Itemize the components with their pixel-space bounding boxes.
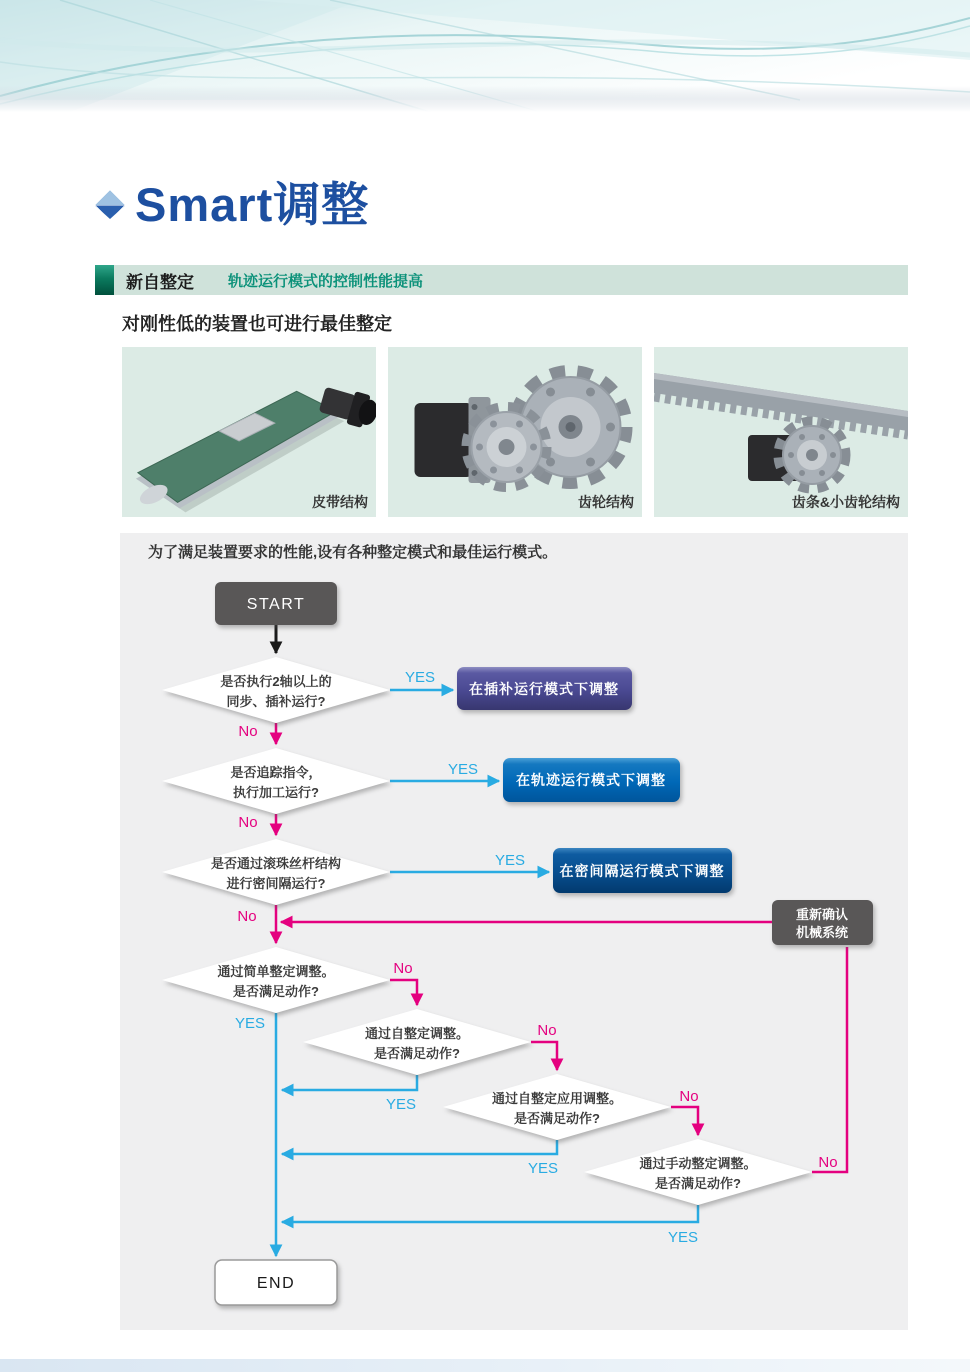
flow-decision-7 bbox=[584, 1139, 812, 1205]
recheck-line2: 机械系统 bbox=[795, 925, 849, 940]
no-label-d6: No bbox=[679, 1088, 699, 1105]
decision-1-line2: 同步、插补运行? bbox=[226, 694, 326, 709]
flow-decision-1 bbox=[162, 657, 390, 723]
edge-d6-yes bbox=[282, 1140, 557, 1154]
yes-label-d6: YES bbox=[527, 1160, 559, 1177]
decision-4-line1: 通过简单整定调整。 bbox=[217, 964, 335, 979]
flowchart-description: 为了满足装置要求的性能,设有各种整定模式和最佳运行模式。 bbox=[148, 544, 558, 561]
page-title: Smart调整 bbox=[135, 178, 370, 231]
yes-label-d2: YES bbox=[447, 761, 479, 778]
edge-d7-no-to-recheck bbox=[812, 947, 847, 1172]
decision-5-line1: 通过自整定调整。 bbox=[364, 1026, 470, 1041]
flowchart-panel bbox=[120, 533, 908, 1330]
decision-7-line1: 通过手动整定调整。 bbox=[639, 1156, 757, 1171]
bottom-decorative-strip bbox=[0, 1359, 970, 1372]
flow-action-pitch bbox=[553, 848, 732, 893]
banner-accent-block bbox=[95, 265, 114, 295]
no-label-d1: No bbox=[238, 723, 258, 740]
flow-decision-2 bbox=[162, 748, 390, 814]
banner-subtitle: 轨迹运行模式的控制性能提高 bbox=[228, 272, 424, 290]
machine-image-rack-pinion bbox=[654, 347, 908, 517]
decorative-wave-header bbox=[0, 0, 970, 112]
flow-decision-3 bbox=[162, 839, 390, 905]
flow-decision-4 bbox=[162, 947, 390, 1013]
no-label-d5: No bbox=[537, 1022, 557, 1039]
flow-decision-6 bbox=[443, 1074, 671, 1140]
flow-decision-5 bbox=[303, 1009, 531, 1075]
tuning-flowchart bbox=[120, 570, 908, 1330]
recheck-line1: 重新确认 bbox=[795, 907, 849, 922]
yes-label-d4: YES bbox=[234, 1015, 266, 1032]
yes-label-d3: YES bbox=[494, 852, 526, 869]
flow-action-trajectory bbox=[503, 758, 680, 802]
flow-node-start bbox=[215, 582, 337, 625]
action-1-label: 在插补运行模式下调整 bbox=[469, 681, 619, 697]
title-row bbox=[94, 180, 369, 230]
no-label-d2: No bbox=[238, 814, 258, 831]
decision-6-line1: 通过自整定应用调整。 bbox=[491, 1091, 623, 1106]
action-3-label: 在密间隔运行模式下调整 bbox=[559, 863, 725, 879]
yes-label-d7: YES bbox=[667, 1229, 699, 1246]
machine-images-row bbox=[122, 347, 908, 517]
decision-5-line2: 是否满足动作? bbox=[374, 1046, 460, 1061]
section-banner bbox=[95, 265, 908, 295]
machine-image-belt bbox=[122, 347, 376, 517]
gear-small bbox=[467, 407, 547, 487]
no-label-d7: No bbox=[818, 1154, 838, 1171]
decision-1-line1: 是否执行2轴以上的 bbox=[220, 674, 332, 689]
no-label-d3: No bbox=[237, 908, 257, 925]
flow-node-end bbox=[215, 1260, 337, 1305]
banner-label: 新自整定 bbox=[126, 272, 194, 292]
machine-image-gears bbox=[388, 347, 642, 517]
pinion-gear bbox=[778, 421, 846, 489]
start-label: START bbox=[246, 596, 306, 613]
decision-7-line2: 是否满足动作? bbox=[655, 1176, 741, 1191]
yes-label-d5: YES bbox=[385, 1096, 417, 1113]
decision-2-line1: 是否追踪指令， bbox=[230, 765, 322, 780]
decision-4-line2: 是否满足动作? bbox=[233, 984, 319, 999]
edge-d6-no bbox=[671, 1107, 698, 1135]
edge-d4-no bbox=[390, 980, 417, 1005]
edge-d5-yes bbox=[282, 1075, 417, 1090]
title-diamond-icon bbox=[94, 189, 126, 221]
flow-action-interpolation bbox=[457, 667, 632, 710]
edge-d5-no bbox=[531, 1042, 557, 1070]
edge-d7-yes bbox=[282, 1205, 698, 1222]
yes-label-d1: YES bbox=[404, 669, 436, 686]
image-caption: 齿轮结构 bbox=[578, 494, 634, 510]
image-caption: 皮带结构 bbox=[312, 494, 368, 510]
action-2-label: 在轨迹运行模式下调整 bbox=[516, 772, 666, 788]
intro-heading: 对刚性低的装置也可进行最佳整定 bbox=[122, 314, 392, 334]
decision-6-line2: 是否满足动作? bbox=[514, 1111, 600, 1126]
image-caption: 齿条&小齿轮结构 bbox=[791, 494, 900, 510]
flow-node-recheck bbox=[772, 900, 873, 945]
decision-2-line2: 执行加工运行? bbox=[233, 785, 319, 800]
decision-3-line2: 进行密间隔运行? bbox=[226, 876, 326, 891]
no-label-d4: No bbox=[393, 960, 413, 977]
decision-3-line1: 是否通过滚珠丝杆结构 bbox=[210, 856, 342, 871]
end-label: END bbox=[256, 1275, 296, 1292]
